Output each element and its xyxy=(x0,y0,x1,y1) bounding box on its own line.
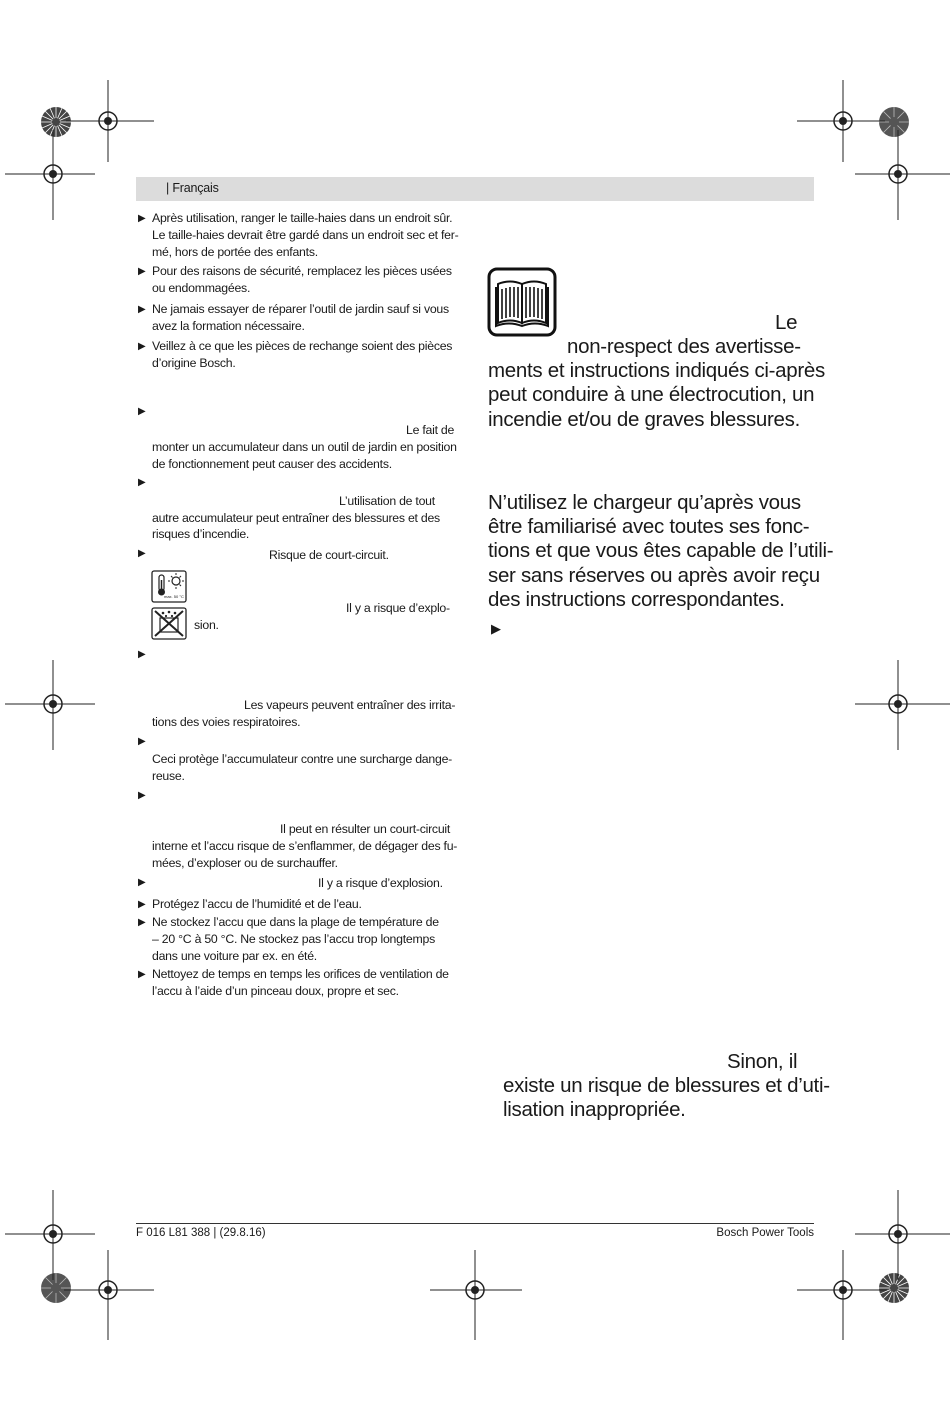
list-item xyxy=(138,966,477,1000)
registration-mark-icon xyxy=(5,660,95,750)
list-item xyxy=(138,338,477,372)
text-line: Pour des raisons de sécurité, remplacez les pièces usées xyxy=(152,264,452,278)
text-line: ments et instructions indiqués ci-après xyxy=(488,359,825,382)
text-line: sion. xyxy=(194,618,219,632)
registration-mark-icon xyxy=(5,130,95,220)
bullet-glyph: ▶ xyxy=(138,477,146,488)
no-water-icon xyxy=(151,607,187,640)
text-line: mées, d’exploser ou de surchauffer. xyxy=(152,856,338,870)
text-line: Risque de court-circuit. xyxy=(269,548,389,562)
list-item xyxy=(138,263,477,297)
text-line: l’accu à l’aide d’un pinceau doux, propre et sec. xyxy=(152,984,399,998)
text-line: mé, hors de portée des enfants. xyxy=(152,245,318,259)
registration-mark-icon xyxy=(64,1250,154,1340)
text-line: non-respect des avertisse- xyxy=(567,335,801,358)
registration-mark-icon xyxy=(855,130,950,220)
bullet-glyph: ▶ xyxy=(138,406,146,417)
text-line: Le taille-haies devrait être gardé dans un endroit sec et fer- xyxy=(152,228,459,242)
text-line: ser sans réserves ou après avoir reçu xyxy=(488,564,820,587)
bullet-glyph: ▶ xyxy=(138,736,146,747)
text-line: Sinon, il xyxy=(727,1050,798,1073)
text-line: L’utilisation de tout xyxy=(339,494,435,508)
text-line: Il y a risque d’explo- xyxy=(346,601,450,615)
page-header xyxy=(136,177,814,201)
list-item xyxy=(138,210,477,261)
text-line: de fonctionnement peut causer des accidents. xyxy=(152,457,392,471)
text-line: d’origine Bosch. xyxy=(152,356,236,370)
text-line: des instructions correspondantes. xyxy=(488,588,785,611)
bullet-glyph: ▶ xyxy=(138,266,146,277)
bullet-glyph: ▶ xyxy=(138,790,146,801)
text-line: Il y a risque d’explosion. xyxy=(318,876,443,890)
text-line: peut conduire à une électrocution, un xyxy=(488,383,815,406)
book-icon xyxy=(487,267,557,337)
text-line: Ceci protège l’accumulateur contre une surcharge dange- xyxy=(152,752,453,766)
text-line: risques d’incendie. xyxy=(152,527,250,541)
text-line: tions des voies respiratoires. xyxy=(152,715,301,729)
thermometer-sun-icon xyxy=(151,570,187,603)
bullet-glyph: ▶ xyxy=(138,304,146,315)
text-line: reuse. xyxy=(152,769,185,783)
text-line: Veillez à ce que les pièces de rechange soient des pièces xyxy=(152,339,453,353)
text-line: existe un risque de blessures et d’uti- xyxy=(503,1074,830,1097)
text-line: dans une voiture par ex. en été. xyxy=(152,949,317,963)
text-line: Le xyxy=(775,311,798,334)
text-line: Après utilisation, ranger le taille-haies dans un endroit sûr. xyxy=(152,211,453,225)
list-item xyxy=(138,301,477,335)
text-line: Il peut en résulter un court-circuit xyxy=(280,822,451,836)
bullet-glyph: ▶ xyxy=(138,649,146,660)
registration-mark-icon xyxy=(797,1250,887,1340)
bullet-glyph: ▶ xyxy=(138,877,146,888)
text-line: Ne jamais essayer de réparer l’outil de jardin sauf si vous xyxy=(152,302,449,316)
bullet-glyph: ▶ xyxy=(138,213,146,224)
list-item xyxy=(138,896,477,913)
header-language: | Français xyxy=(166,181,219,195)
text-line: N’utilisez le chargeur qu’après vous xyxy=(488,491,801,514)
text-line: Ne stockez l’accu que dans la plage de température de xyxy=(152,915,439,929)
footer-document-code: F 016 L81 388 | (29.8.16) xyxy=(136,1227,266,1239)
text-line: Protégez l’accu de l’humidité et de l’eau. xyxy=(152,897,362,911)
text-line: être familiarisé avec toutes ses fonc- xyxy=(488,515,810,538)
text-line: monter un accumulateur dans un outil de jardin en position xyxy=(152,440,457,454)
text-line: lisation inappropriée. xyxy=(503,1098,686,1121)
text-line: avez la formation nécessaire. xyxy=(152,319,305,333)
text-line: autre accumulateur peut entraîner des blessures et des xyxy=(152,511,440,525)
text-line: interne et l’accu risque de s’enflammer, de dégager des fu- xyxy=(152,839,458,853)
text-line: tions et que vous êtes capable de l’utili- xyxy=(488,539,834,562)
text-line: Le fait de xyxy=(406,423,455,437)
registration-mark-icon xyxy=(430,1250,522,1340)
text-line: Les vapeurs peuvent entraîner des irrita- xyxy=(244,698,456,712)
icon-temp-label: max. 50 °C xyxy=(164,594,184,599)
text-line: ou endommagées. xyxy=(152,281,251,295)
footer-rule xyxy=(136,1223,814,1224)
bullet-glyph: ▶ xyxy=(138,969,146,980)
bullet-glyph: ▶ xyxy=(491,621,501,636)
bullet-glyph: ▶ xyxy=(138,341,146,352)
text-line: incendie et/ou de graves blessures. xyxy=(488,408,801,431)
bullet-glyph: ▶ xyxy=(138,899,146,910)
footer-brand: Bosch Power Tools xyxy=(716,1227,814,1239)
bullet-glyph: ▶ xyxy=(138,548,146,559)
text-line: – 20 °C à 50 °C. Ne stockez pas l’accu trop longtemps xyxy=(152,932,435,946)
text-line: Nettoyez de temps en temps les orifices de ventilation de xyxy=(152,967,449,981)
registration-mark-icon xyxy=(855,660,950,750)
list-item xyxy=(138,914,477,965)
bullet-glyph: ▶ xyxy=(138,917,146,928)
